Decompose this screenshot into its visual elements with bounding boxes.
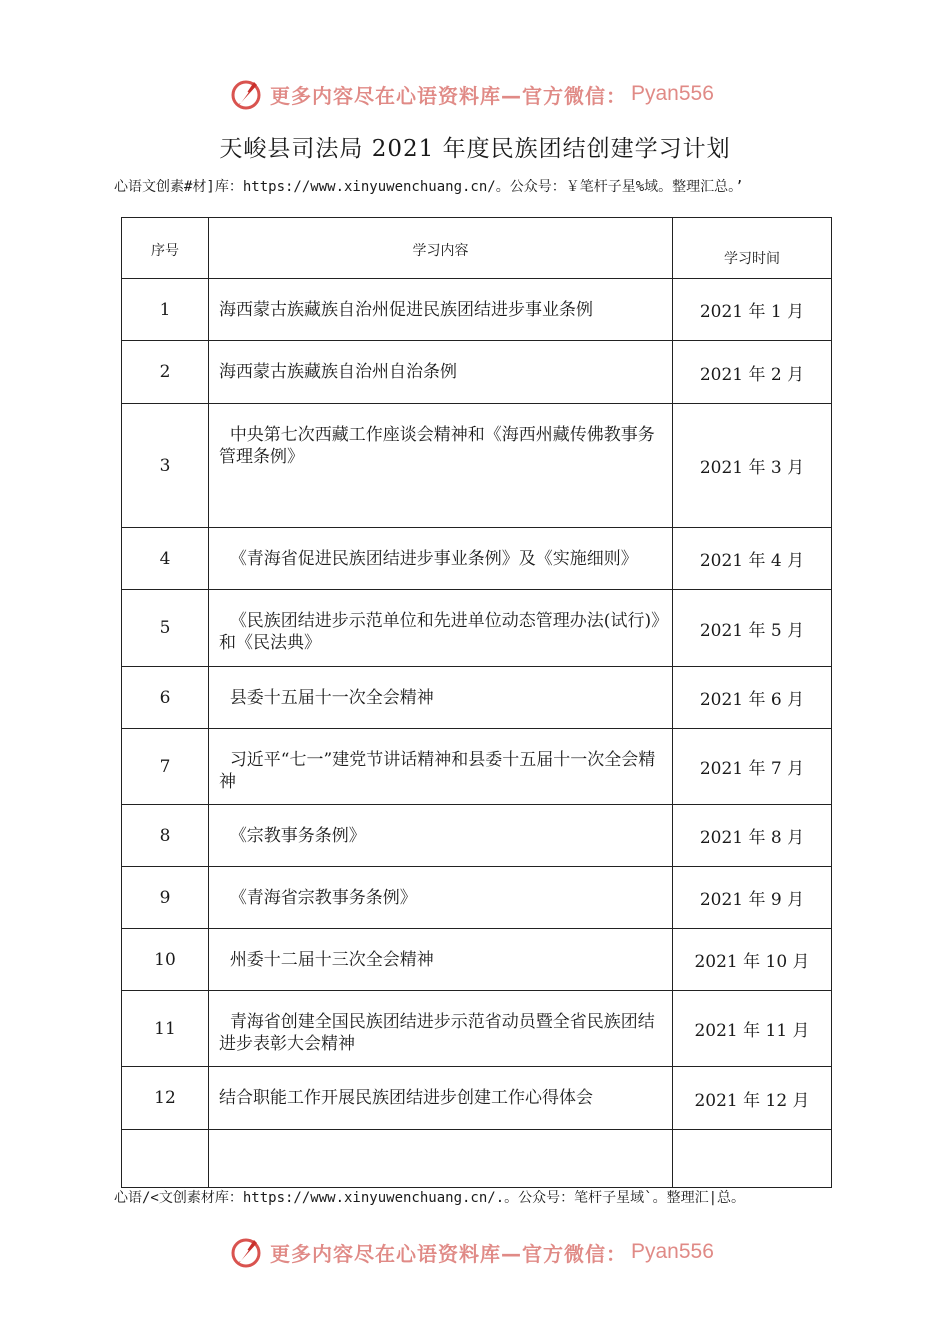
row-time: 2021 年 3 月: [673, 404, 832, 528]
header-banner: [228, 74, 748, 114]
table-row: [122, 1130, 832, 1188]
row-time: 2021 年 11 月: [673, 991, 832, 1067]
row-content: 海西蒙古族藏族自治州自治条例: [209, 341, 673, 404]
table-row: [122, 991, 832, 1067]
row-index: 6: [122, 667, 209, 729]
study-plan-table: [121, 217, 832, 1188]
table-row: [122, 404, 832, 528]
row-content: 结合职能工作开展民族团结进步创建工作心得体会: [209, 1067, 673, 1130]
table-row: [122, 929, 832, 991]
header-index: 序号: [122, 218, 209, 279]
row-time: 2021 年 2 月: [673, 341, 832, 404]
row-index: 2: [122, 341, 209, 404]
row-index: 3: [122, 404, 209, 528]
document-title: 天峻县司法局 2021 年度民族团结创建学习计划: [219, 136, 731, 162]
row-content: 青海省创建全国民族团结进步示范省动员暨全省民族团结进步表彰大会精神: [209, 991, 673, 1067]
row-content: [209, 1130, 673, 1188]
quill-logo-icon: [228, 1234, 264, 1270]
row-content: 《民族团结进步示范单位和先进单位动态管理办法(试行)》和《民法典》: [209, 590, 673, 667]
header-content: 学习内容: [209, 218, 673, 279]
row-time: 2021 年 4 月: [673, 528, 832, 590]
table-row: [122, 1067, 832, 1130]
row-index: 5: [122, 590, 209, 667]
table-row: [122, 341, 832, 404]
row-content: 《宗教事务条例》: [209, 805, 673, 867]
row-index: 8: [122, 805, 209, 867]
source-note-bottom: 心语/<文创素材库：https://www.xinyuwenchuang.cn/.。公众号：笔杆子星域`。整理汇|总。: [114, 1190, 746, 1206]
row-time: 2021 年 1 月: [673, 279, 832, 341]
row-time: 2021 年 8 月: [673, 805, 832, 867]
table-row: [122, 279, 832, 341]
table-header-row: [122, 218, 832, 279]
row-index: [122, 1130, 209, 1188]
footer-banner: [228, 1232, 748, 1272]
row-content: 《青海省宗教事务条例》: [209, 867, 673, 929]
row-index: 1: [122, 279, 209, 341]
quill-logo-icon: [228, 76, 264, 112]
row-time: 2021 年 6 月: [673, 667, 832, 729]
row-time: 2021 年 7 月: [673, 729, 832, 805]
row-content: 《青海省促进民族团结进步事业条例》及《实施细则》: [209, 528, 673, 590]
row-index: 11: [122, 991, 209, 1067]
row-time: 2021 年 12 月: [673, 1067, 832, 1130]
table-row: [122, 729, 832, 805]
row-time: [673, 1130, 832, 1188]
row-content: 海西蒙古族藏族自治州促进民族团结进步事业条例: [209, 279, 673, 341]
row-content: 习近平“七一”建党节讲话精神和县委十五届十一次全会精神: [209, 729, 673, 805]
banner-text: 更多内容尽在心语资料库—官方微信：: [270, 83, 627, 108]
row-time: 2021 年 9 月: [673, 867, 832, 929]
table-row: [122, 667, 832, 729]
table-row: [122, 528, 832, 590]
header-time: 学习时间: [673, 218, 832, 279]
row-time: 2021 年 5 月: [673, 590, 832, 667]
row-index: 7: [122, 729, 209, 805]
table-row: [122, 867, 832, 929]
row-index: 4: [122, 528, 209, 590]
row-index: 9: [122, 867, 209, 929]
row-content: 县委十五届十一次全会精神: [209, 667, 673, 729]
row-time: 2021 年 10 月: [673, 929, 832, 991]
table-row: [122, 590, 832, 667]
row-content: 中央第七次西藏工作座谈会精神和《海西州藏传佛教事务管理条例》: [209, 404, 673, 528]
source-note-top: 心语文创素#材]库：https://www.xinyuwenchuang.cn/。公众号：￥笔杆子星%域。整理汇总。’: [114, 179, 744, 195]
table-row: [122, 805, 832, 867]
banner-wechat-id: Pyan556: [631, 1240, 714, 1263]
row-index: 12: [122, 1067, 209, 1130]
banner-text: 更多内容尽在心语资料库—官方微信：: [270, 1241, 627, 1266]
row-content: 州委十二届十三次全会精神: [209, 929, 673, 991]
row-index: 10: [122, 929, 209, 991]
banner-wechat-id: Pyan556: [631, 82, 714, 105]
